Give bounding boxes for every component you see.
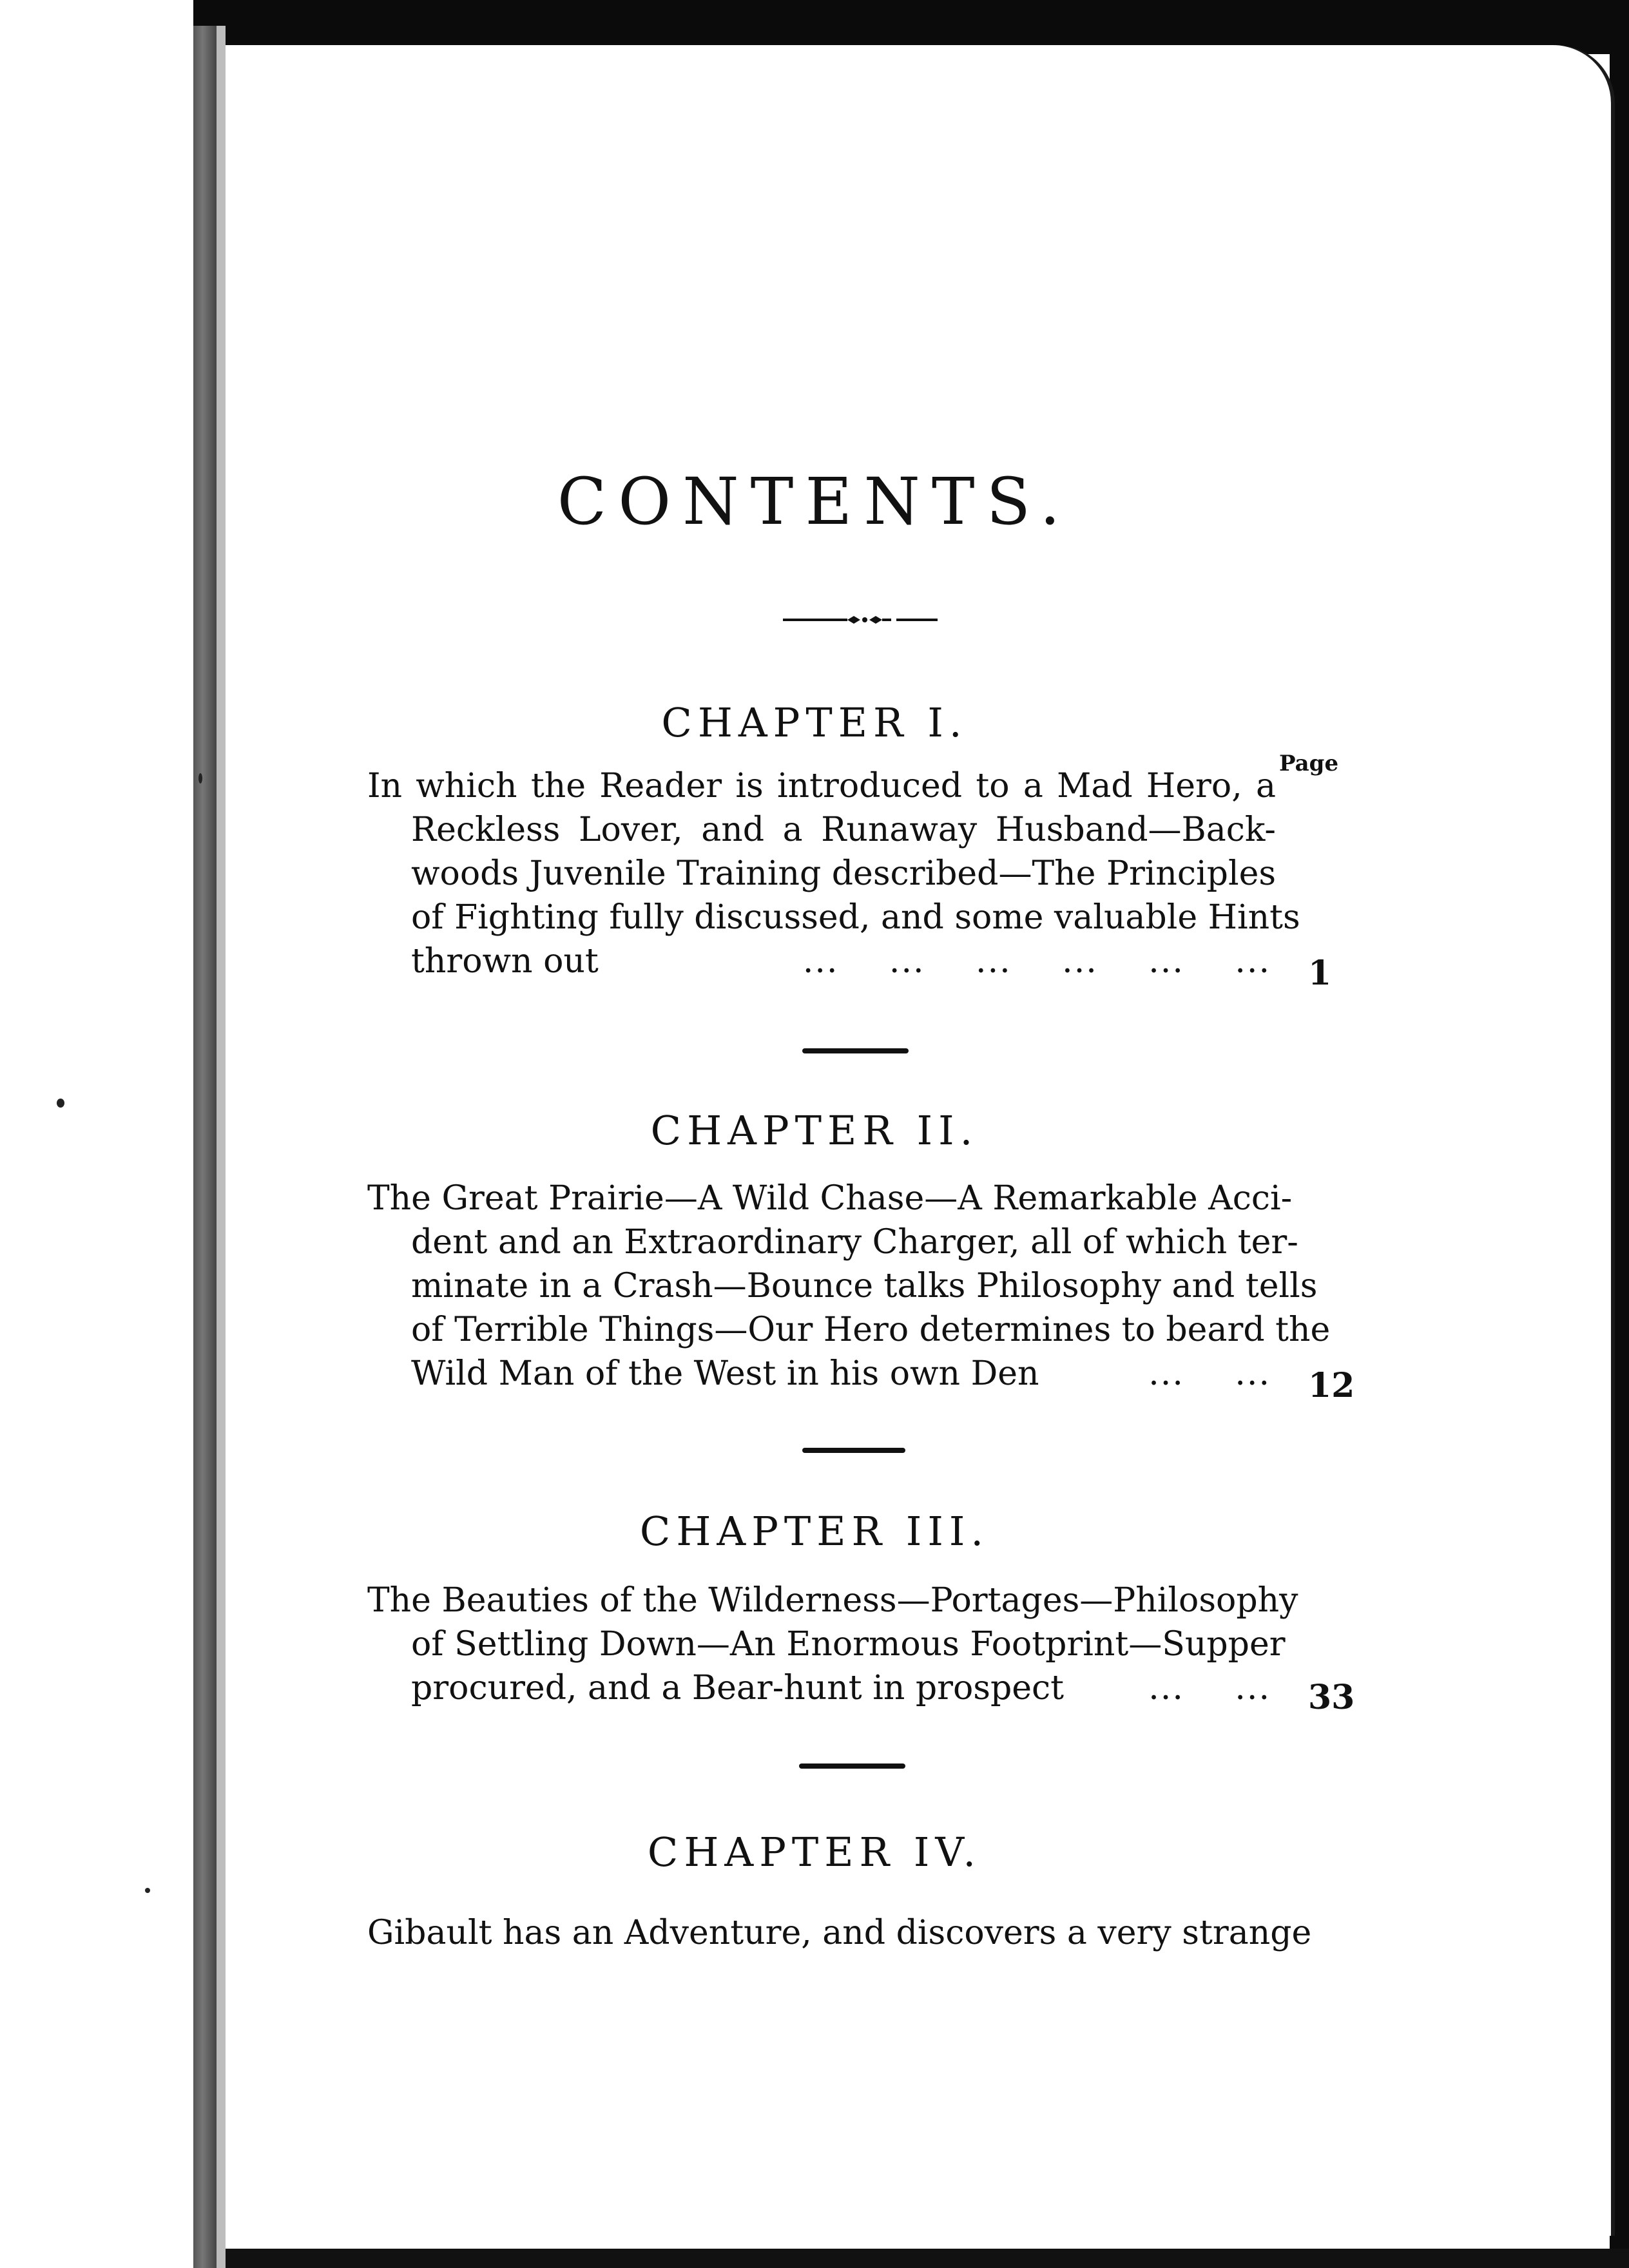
summary-last-line <box>367 939 1276 983</box>
summary-last-line <box>367 1666 1276 1710</box>
chapter-heading: CHAPTER I. <box>661 699 968 746</box>
chapter-heading: CHAPTER III. <box>639 1508 990 1555</box>
dot-leader: ... ... ... ... ... ... <box>802 942 1271 981</box>
summary-line: of Terrible Things—Our Hero determines to beard the <box>411 1311 1331 1349</box>
page-title: CONTENTS. <box>557 464 1072 539</box>
summary-line: In which the Reader is introduced to a Mad Hero, a <box>367 767 1276 805</box>
title-ornament <box>783 615 938 624</box>
summary-line: Gibault has an Adventure, and discovers a very strange <box>367 1914 1312 1952</box>
dust-speck <box>57 1099 64 1108</box>
chapter-divider <box>799 1763 905 1769</box>
dust-speck <box>145 1888 150 1893</box>
chapter-summary <box>367 1911 1312 1955</box>
summary-line: Reckless Lover, and a Runaway Husband—Back- <box>411 811 1276 849</box>
chapter-summary <box>367 1579 1298 1710</box>
chapter-summary <box>367 764 1300 983</box>
chapter-heading: CHAPTER IV. <box>647 1829 982 1876</box>
summary-line: thrown out <box>411 942 599 981</box>
summary-line: of Settling Down—An Enormous Footprint—Supper <box>411 1625 1286 1664</box>
dot-leader: ... ... <box>1148 1354 1271 1393</box>
summary-line: dent and an Extraordinary Charger, all of which ter- <box>411 1223 1298 1262</box>
summary-line: The Great Prairie—A Wild Chase—A Remarkable Acci- <box>367 1179 1293 1218</box>
dot-leader: ... ... <box>1148 1669 1271 1707</box>
page-number: 33 <box>1308 1678 1355 1717</box>
dust-speck <box>198 773 202 783</box>
page-column-label: Page <box>1279 751 1339 776</box>
scan-bottom-border <box>193 2249 1629 2268</box>
page-number: 12 <box>1308 1366 1355 1405</box>
chapter-divider <box>802 1448 905 1453</box>
summary-line: of Fighting fully discussed, and some valuable Hints <box>411 898 1300 937</box>
summary-line: woods Juvenile Training described—The Principles <box>411 854 1277 893</box>
chapter-heading: CHAPTER II. <box>650 1107 979 1154</box>
summary-line: The Beauties of the Wilderness—Portages—Philosophy <box>367 1581 1298 1620</box>
page-number: 1 <box>1308 954 1332 993</box>
summary-line: procured, and a Bear-hunt in prospect <box>411 1669 1065 1707</box>
summary-line: Wild Man of the West in his own Den <box>411 1354 1039 1393</box>
summary-line: minate in a Crash—Bounce talks Philosophy and tells <box>411 1267 1318 1305</box>
summary-last-line <box>367 1352 1276 1396</box>
chapter-summary <box>367 1177 1331 1396</box>
chapter-divider <box>802 1048 909 1053</box>
